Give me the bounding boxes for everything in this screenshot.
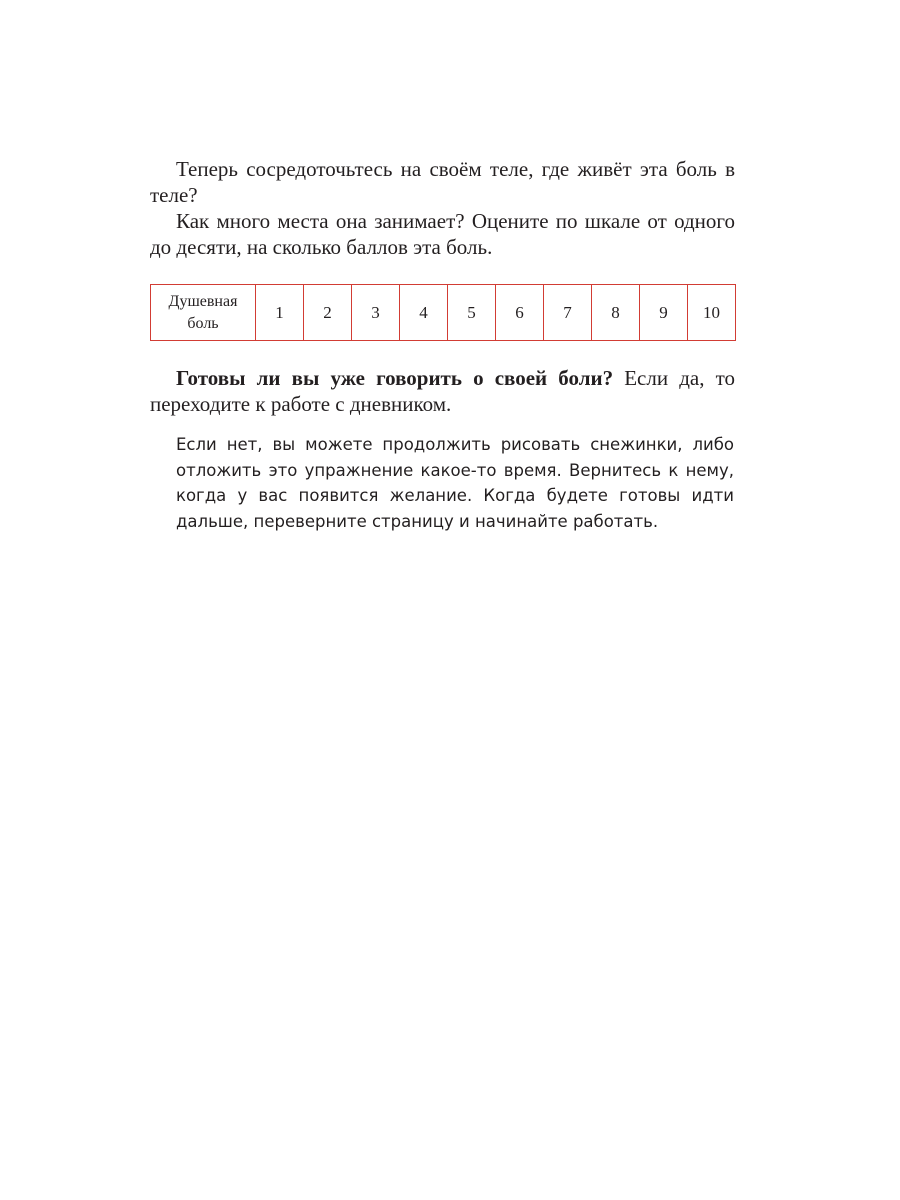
pain-scale-value-10[interactable]: 10 [688,285,736,341]
pain-scale-value-8[interactable]: 8 [592,285,640,341]
note-paragraph: Если нет, вы можете продолжить рисовать снежинки, либо отложить это упражнение какое-то время. Вернитесь к нему, когда у вас появится желание. Когда будете готовы идти дальше, переверните страницу и начинайте работать. [176,435,734,531]
pain-scale-value-3[interactable]: 3 [352,285,400,341]
pain-scale-value-5[interactable]: 5 [448,285,496,341]
pain-scale-value-4[interactable]: 4 [400,285,448,341]
pain-scale-label-line2: боль [187,314,219,332]
pain-scale-value-9[interactable]: 9 [640,285,688,341]
pain-scale-value-2[interactable]: 2 [304,285,352,341]
pain-scale-table-wrap [150,284,735,341]
pain-scale-table [150,284,736,341]
pain-scale-label-line1: Душевная [168,292,238,310]
pain-scale-value-7[interactable]: 7 [544,285,592,341]
intro-paragraph-2: Как много места она занимает? Оцените по шкале от одного до десяти, на сколько баллов эта боль. [150,209,735,259]
question-bold: Готовы ли вы уже говорить о своей боли? [176,366,614,390]
pain-scale-value-1[interactable]: 1 [256,285,304,341]
pain-scale-row [151,285,736,341]
intro-paragraph-1: Теперь сосредоточьтесь на своём теле, где живёт эта боль в теле? [150,157,735,207]
question-paragraph [150,365,735,417]
question-rest: Если да, то переходите к работе с дневником. [150,366,735,416]
pain-scale-value-6[interactable]: 6 [496,285,544,341]
pain-scale-label [151,285,256,341]
page-content [150,156,735,534]
